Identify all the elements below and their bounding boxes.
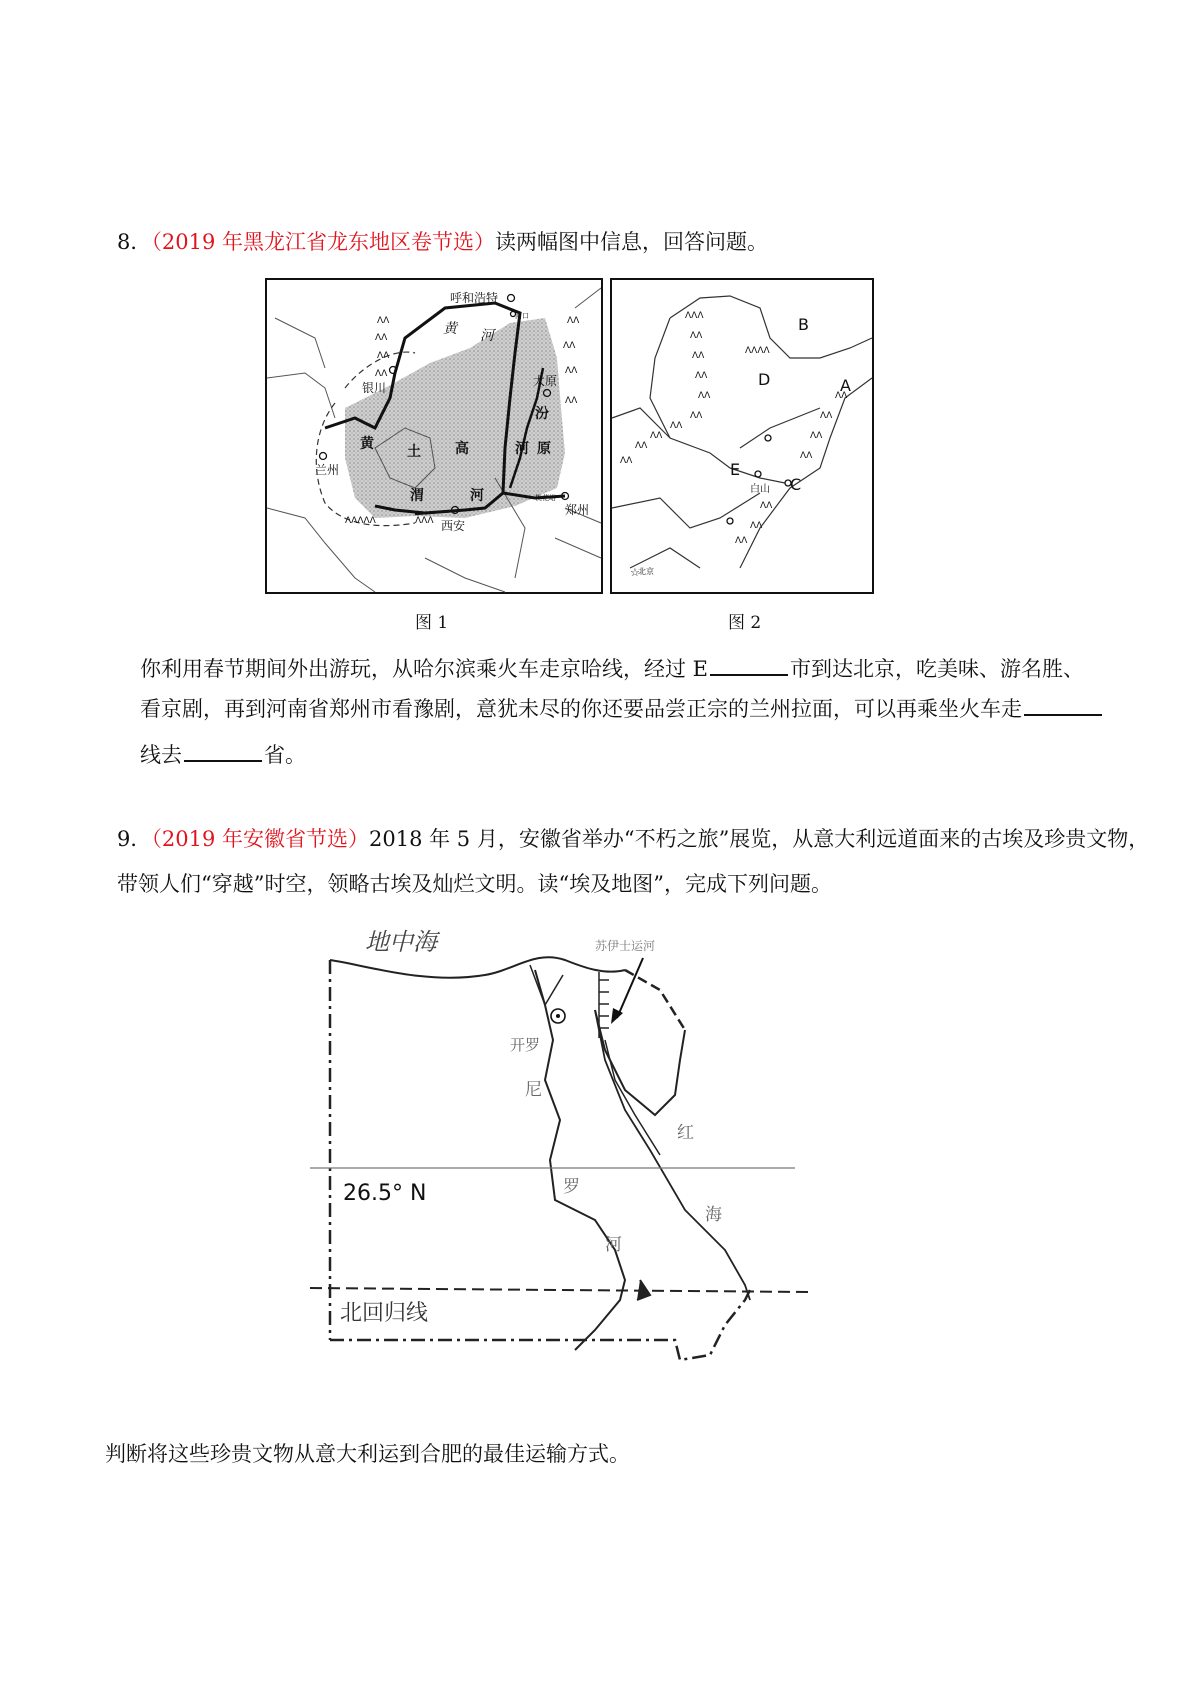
figure-2-caption: 图 2 <box>728 613 762 633</box>
label-huang: 黄 <box>443 321 457 337</box>
mediterranean-coast <box>330 957 625 978</box>
label-gao: 高 <box>455 441 469 457</box>
svg-text:ᐱᐱ: ᐱᐱ <box>690 411 703 421</box>
svg-text:ᐱᐱ: ᐱᐱ <box>377 351 390 361</box>
svg-text:ᐱᐱ: ᐱᐱ <box>670 421 683 431</box>
svg-text:ᐱᐱ: ᐱᐱ <box>375 369 388 379</box>
label-nile-3: 河 <box>605 1235 622 1255</box>
nile-river <box>535 970 625 1350</box>
svg-text:ᐱᐱ: ᐱᐱ <box>567 316 580 326</box>
label-zhengzhou: 郑州 <box>565 503 590 517</box>
label-nile-1: 尼 <box>525 1080 542 1100</box>
figure-1-loess-plateau-map <box>265 278 603 594</box>
label-latitude: 26.5° N <box>343 1181 427 1206</box>
q8-line-2 <box>140 694 1104 723</box>
label-red-2: 海 <box>705 1205 722 1225</box>
svg-text:ᐱᐱ: ᐱᐱ <box>377 316 390 326</box>
label-hekou: 河口 <box>515 312 529 320</box>
svg-text:ᐱᐱ: ᐱᐱ <box>695 371 708 381</box>
label-taohuayu: 桃花峪 <box>535 494 556 502</box>
q9-stem-line-2: 带领人们“穿越”时空，领略古埃及灿烂文明。读“埃及地图”，完成下列问题。 <box>117 872 832 896</box>
svg-text:ᐱᐱ: ᐱᐱ <box>760 501 773 511</box>
label-yinchuan: 银川 <box>362 381 387 395</box>
svg-text:ᐱᐱ: ᐱᐱ <box>650 431 663 441</box>
svg-text:ᐱᐱ: ᐱᐱ <box>735 536 748 546</box>
svg-text:ᐱᐱᐱ: ᐱᐱᐱ <box>415 516 434 526</box>
label-he: 河 <box>480 328 494 344</box>
q8-line-3b: 省。 <box>264 743 306 767</box>
q8-source: （2019 年黑龙江省龙东地区卷节选） <box>151 230 495 254</box>
label-suez: 苏伊士运河 <box>595 939 656 953</box>
figure-2-northeast-map <box>610 278 874 594</box>
label-A: A <box>840 376 851 395</box>
svg-text:ᐱᐱ: ᐱᐱ <box>750 521 763 531</box>
svg-text:☆: ☆ <box>630 566 640 579</box>
label-B: B <box>798 315 809 334</box>
egypt-map <box>305 920 815 1380</box>
svg-text:ᐱᐱ: ᐱᐱ <box>835 391 848 401</box>
q8-stem: 读两幅图中信息，回答问题。 <box>495 230 768 254</box>
q9-heading <box>117 825 1149 853</box>
svg-text:ᐱᐱ: ᐱᐱ <box>565 366 578 376</box>
label-hohhot: 呼和浩特 <box>450 291 499 305</box>
label-tu: 土 <box>407 444 421 460</box>
q8-line-3a: 线去 <box>140 743 182 767</box>
label-xian: 西安 <box>441 519 466 533</box>
svg-text:ᐱᐱ: ᐱᐱ <box>565 396 578 406</box>
figure-1-caption: 图 1 <box>415 613 449 633</box>
label-he-wei: 河 <box>470 488 484 504</box>
svg-text:ᐱᐱ: ᐱᐱ <box>563 341 576 351</box>
label-fen: 汾 <box>535 406 549 422</box>
label-beijing: 北京 <box>638 567 654 576</box>
svg-text:ᐱᐱᐱᐱᐱ: ᐱᐱᐱᐱᐱ <box>345 516 376 526</box>
q9-question: 判断将这些珍贵文物从意大利运到合肥的最佳运输方式。 <box>105 1442 630 1466</box>
label-wei: 渭 <box>410 488 424 504</box>
q8-line-2-text: 看京剧，再到河南省郑州市看豫剧，意犹未尽的你还要品尝正宗的兰州拉面，可以再乘坐火车走 <box>140 697 1022 721</box>
label-he-fen: 河 <box>515 441 529 457</box>
svg-text:ᐱᐱ: ᐱᐱ <box>620 456 633 466</box>
answer-blank-3[interactable] <box>184 740 262 762</box>
svg-text:ᐱᐱ: ᐱᐱ <box>810 431 823 441</box>
label-mediterranean: 地中海 <box>365 928 437 956</box>
label-C: C <box>790 475 802 494</box>
label-taiyuan: 太原 <box>533 374 558 388</box>
svg-text:ᐱᐱ: ᐱᐱ <box>820 411 833 421</box>
svg-text:ᐱᐱ: ᐱᐱ <box>692 351 705 361</box>
answer-blank-2[interactable] <box>1024 694 1102 716</box>
label-baishan: 白山 <box>750 484 770 495</box>
q8-line-3 <box>140 740 306 769</box>
svg-text:ᐱᐱᐱᐱ: ᐱᐱᐱᐱ <box>745 346 770 356</box>
q9-source: （2019 年安徽省节选） <box>151 827 369 851</box>
svg-text:ᐱᐱ: ᐱᐱ <box>635 441 648 451</box>
svg-text:ᐱᐱ: ᐱᐱ <box>690 331 703 341</box>
label-red-1: 红 <box>677 1123 694 1143</box>
label-cairo: 开罗 <box>510 1036 541 1054</box>
svg-text:ᐱᐱ: ᐱᐱ <box>698 391 711 401</box>
label-nile-2: 罗 <box>563 1177 580 1197</box>
label-D: D <box>758 370 771 389</box>
label-tropic: 北回归线 <box>340 1301 429 1326</box>
q9-stem-line-1: 2018 年 5 月，安徽省举办“不朽之旅”展览，从意大利远道面来的古埃及珍贵文物， <box>369 827 1150 851</box>
q8-number: 8． <box>117 230 152 254</box>
answer-blank-1[interactable] <box>710 654 788 676</box>
label-huang-plateau: 黄 <box>360 436 374 452</box>
q8-line-1 <box>140 654 1084 683</box>
svg-text:ᐱᐱ: ᐱᐱ <box>375 333 388 343</box>
q8-heading <box>117 228 768 256</box>
svg-text:ᐱᐱ: ᐱᐱ <box>800 451 813 461</box>
label-E: E <box>730 460 741 479</box>
q8-line-1b: 市到达北京，吃美味、游名胜、 <box>790 657 1085 681</box>
label-lanzhou: 兰州 <box>315 463 340 477</box>
label-yuan: 原 <box>537 441 551 457</box>
svg-text:ᐱᐱᐱ: ᐱᐱᐱ <box>685 311 704 321</box>
q8-line-1a: 你利用春节期间外出游玩，从哈尔滨乘火车走京哈线，经过 E <box>140 657 709 681</box>
q9-number: 9． <box>117 827 152 851</box>
